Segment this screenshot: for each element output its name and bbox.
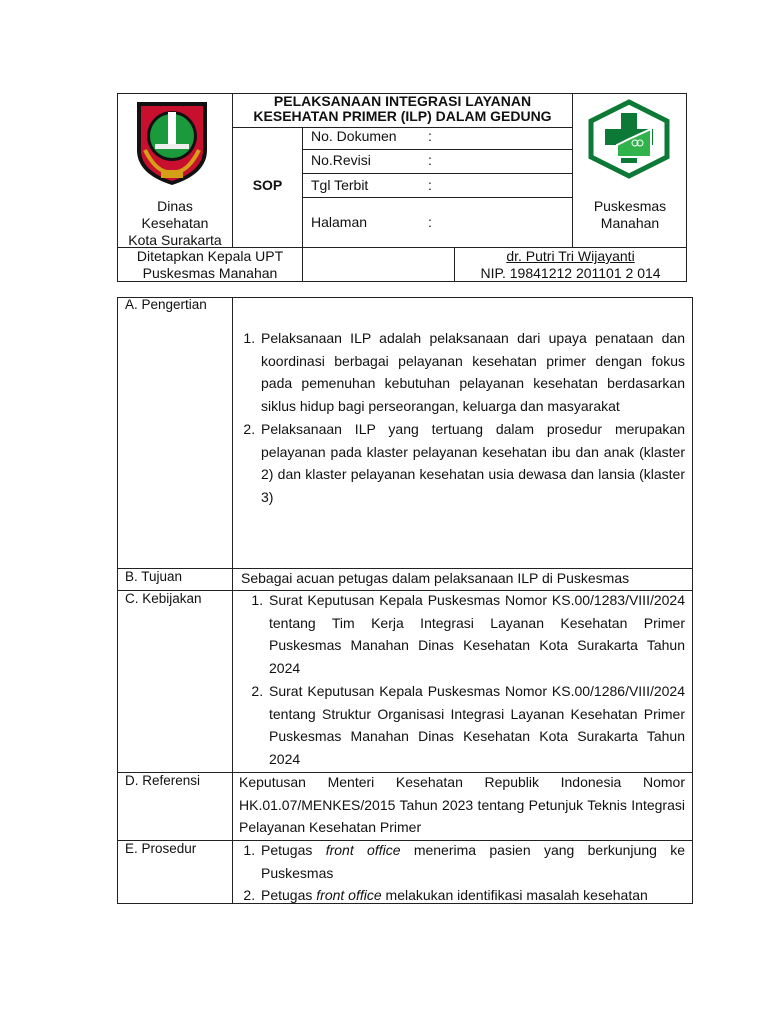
surakarta-emblem-logo	[135, 100, 209, 186]
sop-label: SOP	[252, 177, 283, 193]
puskesmas-line: Puskesmas	[593, 198, 667, 214]
section-referensi: Keputusan Menteri Kesehatan Republik Indonesia Nomor HK.01.07/MENKES/2015 Tahun 2023 tentang Petunjuk Teknis Integrasi Pelayanan Kesehatan Primer	[239, 774, 685, 836]
field-tgl-terbit: Tgl Terbit	[311, 177, 369, 193]
puskesmas-logo	[587, 99, 671, 179]
field-sep: :	[428, 214, 432, 230]
agency-line: Kesehatan	[141, 215, 209, 231]
signer	[455, 248, 686, 282]
established-line: Puskesmas Manahan	[142, 265, 278, 281]
field-sep: :	[428, 177, 432, 193]
section-prosedur	[234, 839, 685, 907]
section-label-tujuan: B. Tujuan	[125, 569, 183, 584]
field-sep: :	[428, 128, 432, 144]
text: menerima pasien yang berkunjung ke Puskesmas	[261, 842, 685, 881]
list-item	[259, 839, 685, 884]
agency-line: Kota Surakarta	[128, 232, 222, 248]
section-pengertian	[234, 327, 685, 509]
list-item: 2. Surat Keputusan Kepala Puskesmas Nomor KS.00/1286/VIII/2024 tentang Struktur Organisasi Integrasi Layanan Kesehatan Primer Puskesmas Manahan Dinas Kesehatan Kota Surakarta Tahun 2024	[267, 680, 685, 771]
list-item: 1. Surat Keputusan Kepala Puskesmas Nomor KS.00/1283/VIII/2024 tentang Tim Kerja Integrasi Layanan Kesehatan Primer Puskesmas Manahan Dinas Kesehatan Kota Surakarta Tahun 2024	[267, 589, 685, 680]
section-label-referensi: D. Referensi	[125, 773, 201, 788]
puskesmas-name	[573, 198, 687, 232]
section-label-prosedur: E. Prosedur	[125, 841, 197, 856]
puskesmas-line: Manahan	[600, 215, 660, 231]
signer-nip: NIP. 19841212 201101 2 014	[480, 265, 661, 281]
signer-name: dr. Putri Tri Wijayanti	[506, 248, 635, 264]
section-kebijakan	[242, 589, 685, 771]
section-tujuan: Sebagai acuan petugas dalam pelaksanaan ILP di Puskesmas	[241, 570, 630, 586]
established-by	[118, 248, 302, 282]
list-item: 1. Pelaksanaan ILP adalah pelaksanaan dari upaya penataan dan koordinasi berbagai pelayanan kesehatan primer dengan fokus pada pemenuhan kebutuhan pelayanan kesehatan berdasarkan siklus hidup bagi perseorangan, keluarga dan masyarakat	[259, 327, 685, 418]
list-item	[259, 884, 685, 907]
agency-name	[118, 198, 232, 249]
text: Petugas	[261, 887, 317, 904]
field-no-revisi: No.Revisi	[311, 152, 371, 168]
title-line: KESEHATAN PRIMER (ILP) DALAM GEDUNG	[253, 108, 552, 124]
field-no-dokumen	[311, 128, 397, 145]
list-item: 2. Pelaksanaan ILP yang tertuang dalam prosedur merupakan pelayanan pada klaster pelayanan kesehatan ibu dan anak (klaster 2) dan klaster pelayanan kesehatan usia dewasa dan lansia (klaster 3)	[259, 418, 685, 509]
field-halaman: Halaman	[311, 214, 368, 230]
established-line: Ditetapkan Kepala UPT	[136, 248, 284, 264]
text: melakukan identifikasi masalah kesehatan	[381, 887, 648, 904]
section-label-pengertian: A. Pengertian	[125, 297, 207, 312]
document-title	[233, 94, 572, 124]
text: Petugas	[261, 842, 326, 858]
emphasis: front office	[316, 887, 382, 904]
title-line: PELAKSANAAN INTEGRASI LAYANAN	[273, 93, 532, 109]
field-label: No. Dokumen	[311, 128, 397, 144]
agency-line: Dinas	[157, 198, 193, 214]
section-label-kebijakan: C. Kebijakan	[125, 591, 202, 606]
field-sep: :	[428, 152, 432, 168]
emphasis: front office	[325, 842, 401, 858]
